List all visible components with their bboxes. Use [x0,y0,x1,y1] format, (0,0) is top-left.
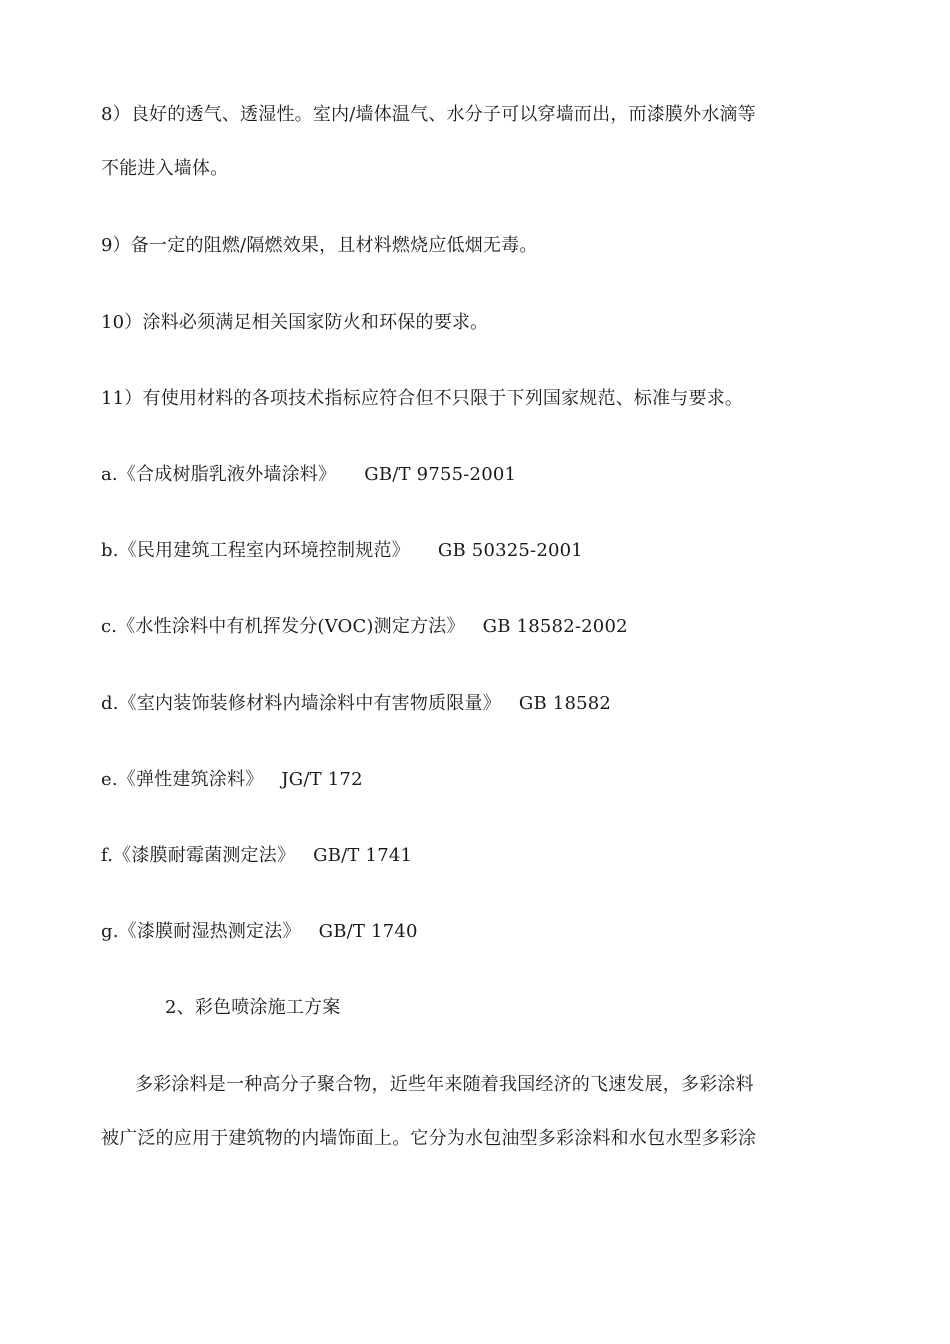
standard-prefix: g. [101,921,119,942]
standard-code: GB/T 9755-2001 [364,464,517,485]
section-paragraph-line-2: 被广泛的应用于建筑物的内墙饰面上。它分为水包油型多彩涂料和水包水型多彩涂 [101,1128,757,1149]
standard-prefix: f. [101,845,114,866]
standard-prefix: c. [101,616,118,637]
standard-code: GB/T 1741 [313,845,413,866]
standard-title: 《漆膜耐湿热测定法》 [118,921,301,942]
standard-prefix: e. [101,769,118,790]
standard-code: JG/T 172 [281,769,363,790]
standard-a [101,463,861,487]
standard-c [101,615,861,639]
standard-code: GB 18582-2002 [482,616,628,637]
item-9: 9）备一定的阻燃/隔燃效果，且材料燃烧应低烟无毒。 [101,235,538,256]
standard-title: 《弹性建筑涂料》 [117,769,264,790]
standard-prefix: b. [101,540,119,561]
standard-g [101,920,861,944]
standard-f [101,844,861,868]
section-paragraph-line-1: 多彩涂料是一种高分子聚合物，近些年来随着我国经济的飞速发展，多彩涂料 [135,1074,754,1095]
item-10: 10）涂料必须满足相关国家防火和环保的要求。 [101,312,489,333]
standard-code: GB/T 1740 [318,921,418,942]
item-8-line-1: 8）良好的透气、透湿性。室内/墙体温气、水分子可以穿墙而出，而漆膜外水滴等 [101,104,756,125]
standard-title: 《民用建筑工程室内环境控制规范》 [118,540,410,561]
standard-title: 《室内装饰装修材料内墙涂料中有害物质限量》 [118,693,501,714]
standard-d [101,692,861,716]
standard-title: 《漆膜耐霉菌测定法》 [113,845,296,866]
standard-title: 《合成树脂乳液外墙涂料》 [117,464,337,485]
item-8-line-2: 不能进入墙体。 [101,158,229,179]
section-heading: 2、彩色喷涂施工方案 [165,997,341,1018]
standard-e [101,768,861,792]
standard-prefix: a. [101,464,118,485]
standard-prefix: d. [101,693,119,714]
standard-title: 《水性涂料中有机挥发分(VOC)测定方法》 [117,616,465,637]
item-11: 11）有使用材料的各项技术指标应符合但不只限于下列国家规范、标准与要求。 [101,388,744,409]
standard-code: GB 50325-2001 [437,540,583,561]
standard-code: GB 18582 [518,693,612,714]
standard-b [101,539,861,563]
